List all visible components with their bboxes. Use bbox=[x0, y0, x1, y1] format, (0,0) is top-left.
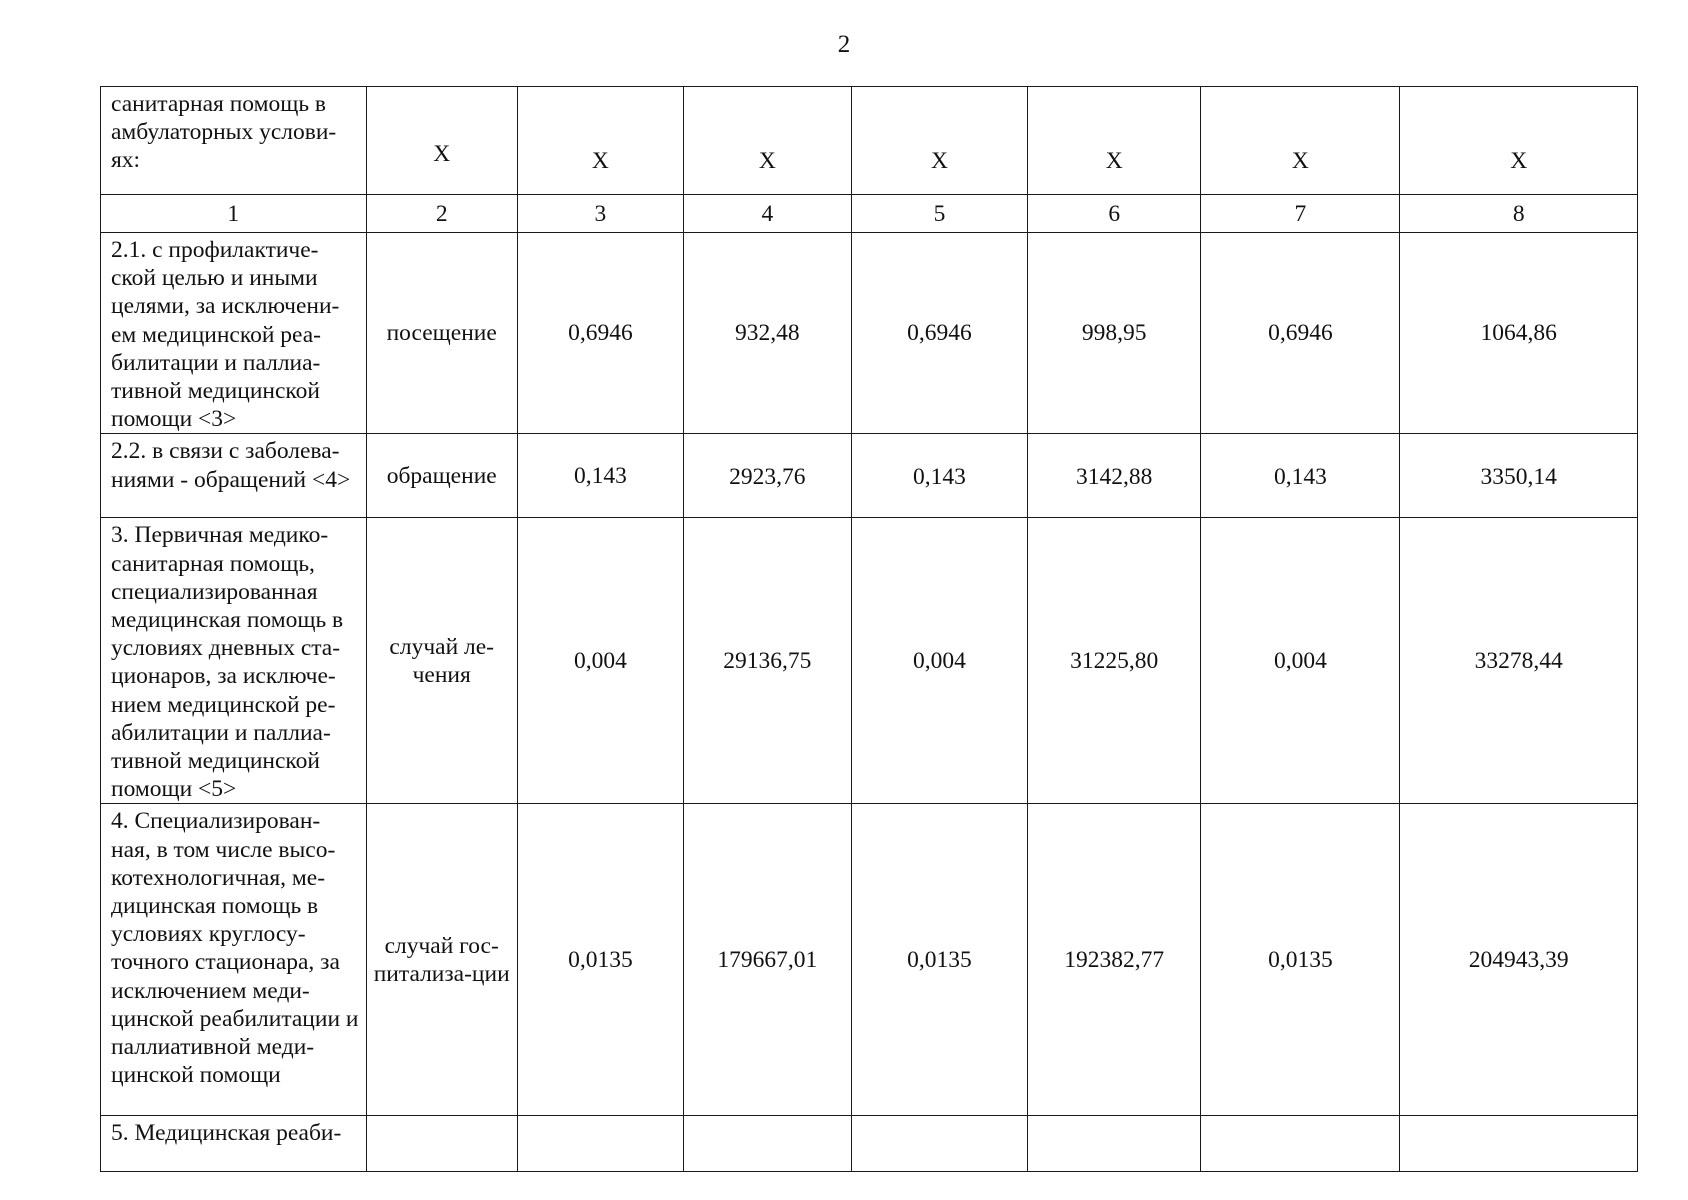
row-value-cell bbox=[517, 1116, 683, 1172]
row-value-cell: 0,0135 bbox=[851, 804, 1027, 1116]
row-value-cell: 0,143 bbox=[851, 434, 1027, 518]
row-value-cell: 3350,14 bbox=[1400, 434, 1638, 518]
header-x-cell: X bbox=[1201, 87, 1400, 195]
table-row bbox=[101, 518, 1638, 804]
row-unit-cell: случай гос-питализа-ции bbox=[366, 804, 517, 1116]
header-x-cell: X bbox=[683, 87, 851, 195]
header-name-cell: санитарная помощь в амбулаторных услови-ях: bbox=[101, 87, 367, 195]
page-number: 2 bbox=[837, 31, 851, 58]
row-value-cell: 29136,75 bbox=[683, 518, 851, 804]
column-number-cell: 5 bbox=[851, 195, 1027, 233]
row-value-cell: 3142,88 bbox=[1028, 434, 1201, 518]
row-name-cell: 3. Первичная медико-санитарная помощь, специализированная медицинская помощь в условиях дневных ста-ционаров, за исключе-нием медицинской ре-абилитации и паллиа-тивной медицинской помощи <5> bbox=[101, 518, 367, 804]
row-value-cell: 204943,39 bbox=[1400, 804, 1638, 1116]
row-value-cell bbox=[851, 1116, 1027, 1172]
column-number-cell: 4 bbox=[683, 195, 851, 233]
column-number-row bbox=[101, 195, 1638, 233]
row-name-cell: 4. Специализирован-ная, в том числе высо-котехнологичная, ме-дицинская помощь в условиях круглосу-точного стационара, за исключением меди-цинской реабилитации и паллиативной меди-цинской помощи bbox=[101, 804, 367, 1116]
table-row bbox=[101, 434, 1638, 518]
row-value-cell bbox=[1028, 1116, 1201, 1172]
table-row bbox=[101, 804, 1638, 1116]
row-value-cell: 998,95 bbox=[1028, 233, 1201, 434]
row-value-cell: 0,004 bbox=[1201, 518, 1400, 804]
header-x-cell: X bbox=[1400, 87, 1638, 195]
row-value-cell: 179667,01 bbox=[683, 804, 851, 1116]
column-number-cell: 3 bbox=[517, 195, 683, 233]
header-row bbox=[101, 87, 1638, 195]
table-row bbox=[101, 1116, 1638, 1172]
row-value-cell: 0,6946 bbox=[851, 233, 1027, 434]
row-value-cell: 932,48 bbox=[683, 233, 851, 434]
row-value-cell: 2923,76 bbox=[683, 434, 851, 518]
row-unit-cell: обращение bbox=[366, 434, 517, 518]
column-number-cell: 1 bbox=[101, 195, 367, 233]
row-value-cell: 31225,80 bbox=[1028, 518, 1201, 804]
column-number-cell: 6 bbox=[1028, 195, 1201, 233]
header-x-cell: X bbox=[517, 87, 683, 195]
row-value-cell: 0,6946 bbox=[517, 233, 683, 434]
header-x-cell: X bbox=[366, 87, 517, 195]
row-name-cell: 5. Медицинская реаби- bbox=[101, 1116, 367, 1172]
row-value-cell: 33278,44 bbox=[1400, 518, 1638, 804]
row-value-cell: 0,004 bbox=[851, 518, 1027, 804]
row-value-cell: 0,143 bbox=[517, 434, 683, 518]
row-value-cell: 0,143 bbox=[1201, 434, 1400, 518]
header-x-cell: X bbox=[851, 87, 1027, 195]
row-value-cell: 0,004 bbox=[517, 518, 683, 804]
row-unit-cell: посещение bbox=[366, 233, 517, 434]
column-number-cell: 8 bbox=[1400, 195, 1638, 233]
row-value-cell: 0,0135 bbox=[517, 804, 683, 1116]
row-value-cell bbox=[1400, 1116, 1638, 1172]
norms-table bbox=[100, 86, 1638, 1172]
row-name-cell: 2.1. с профилактиче-ской целью и иными целями, за исключени-ем медицинской реа-билитации и паллиа-тивной медицинской помощи <3> bbox=[101, 233, 367, 434]
row-value-cell bbox=[1201, 1116, 1400, 1172]
row-value-cell: 1064,86 bbox=[1400, 233, 1638, 434]
row-value-cell: 0,6946 bbox=[1201, 233, 1400, 434]
header-x-cell: X bbox=[1028, 87, 1201, 195]
row-unit-cell: случай ле-чения bbox=[366, 518, 517, 804]
column-number-cell: 7 bbox=[1201, 195, 1400, 233]
row-unit-cell bbox=[366, 1116, 517, 1172]
row-value-cell: 0,0135 bbox=[1201, 804, 1400, 1116]
row-name-cell: 2.2. в связи с заболева-ниями - обращений <4> bbox=[101, 434, 367, 518]
column-number-cell: 2 bbox=[366, 195, 517, 233]
row-value-cell: 192382,77 bbox=[1028, 804, 1201, 1116]
row-value-cell bbox=[683, 1116, 851, 1172]
table-row bbox=[101, 233, 1638, 434]
